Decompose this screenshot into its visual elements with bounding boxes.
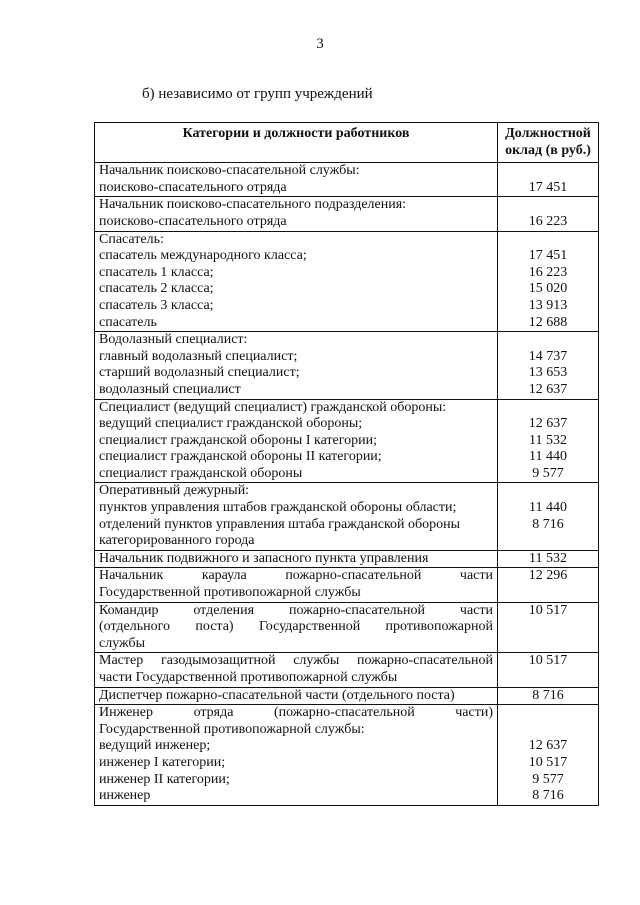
salary-value (502, 232, 594, 249)
table-row (95, 550, 599, 568)
salary-cell (498, 653, 599, 687)
salary-value (502, 670, 594, 687)
header-salary-line1: Должностной (505, 126, 591, 141)
salary-value (502, 722, 594, 739)
category-line: пунктов управления штабов гражданской обороны области; (99, 500, 457, 516)
category-line: Оперативный дежурный: (99, 483, 250, 499)
header-salary-line2: оклад (в руб.) (505, 142, 591, 158)
category-cell (95, 163, 498, 197)
salary-value: 10 517 (528, 754, 568, 770)
table-row (95, 483, 599, 550)
table-row (95, 197, 599, 231)
category-line: отделений пунктов управления штаба гражданской обороны (99, 516, 461, 532)
category-line: Государственной противопожарной службы (99, 585, 361, 601)
salary-value: 13 653 (528, 365, 568, 381)
category-line: категорированного города (99, 533, 255, 549)
salary-value: 8 716 (532, 516, 564, 532)
salary-value: 17 451 (528, 179, 568, 195)
category-line: старший водолазный специалист; (99, 365, 300, 381)
category-line: инженер I категории; (99, 754, 226, 770)
category-line: службы (99, 635, 146, 651)
salary-value (502, 197, 594, 214)
salary-value: 11 440 (529, 449, 567, 465)
salary-cell (498, 231, 599, 332)
category-line: (отдельного поста) Государственной противопожарной (99, 619, 493, 635)
category-line: ведущий инженер; (99, 738, 211, 754)
category-line: специалист гражданской обороны I категории; (99, 432, 378, 448)
category-line: Начальник подвижного и запасного пункта управления (99, 550, 429, 566)
category-line: специалист гражданской обороны II категории; (99, 449, 382, 465)
table-row (95, 163, 599, 197)
table-row (95, 231, 599, 332)
salary-value (502, 533, 594, 550)
salary-value (502, 585, 594, 602)
category-cell (95, 568, 498, 602)
salary-value (502, 619, 594, 636)
table-row (95, 332, 599, 399)
salary-value: 16 223 (528, 264, 568, 280)
salary-value: 8 716 (532, 687, 564, 703)
category-line: инженер II категории; (99, 771, 230, 787)
salary-value: 11 532 (529, 550, 567, 566)
category-line: спасатель (99, 314, 157, 330)
salary-cell (498, 687, 599, 705)
salary-cell (498, 197, 599, 231)
salary-value: 9 577 (532, 465, 564, 481)
salary-value: 12 296 (528, 568, 568, 584)
salary-value (502, 332, 594, 349)
salary-value: 10 517 (528, 653, 568, 669)
category-line: поисково-спасательного отряда (99, 213, 287, 229)
salary-value: 14 737 (528, 348, 568, 364)
salary-value: 13 913 (528, 297, 568, 313)
table-row (95, 602, 599, 653)
category-cell (95, 399, 498, 483)
salary-value: 15 020 (528, 281, 568, 297)
category-line: поисково-спасательного отряда (99, 179, 287, 195)
category-line: Мастер газодымозащитной службы пожарно-спасательной (99, 653, 493, 669)
category-cell (95, 197, 498, 231)
category-line: Водолазный специалист: (99, 332, 248, 348)
category-line: части Государственной противопожарной службы (99, 670, 398, 685)
salary-value (502, 483, 594, 500)
salary-value: 8 716 (532, 788, 564, 804)
category-cell (95, 653, 498, 687)
category-line: ведущий специалист гражданской обороны; (99, 416, 363, 432)
table-row (95, 399, 599, 483)
category-line: Спасатель: (99, 231, 164, 247)
header-salary (498, 123, 599, 163)
category-line: Инженер отряда (пожарно-спасательной части) (99, 705, 493, 721)
salary-value (502, 636, 594, 653)
category-line: инженер (99, 788, 151, 804)
category-cell (95, 550, 498, 568)
salary-cell (498, 602, 599, 653)
category-cell (95, 602, 498, 653)
category-cell (95, 687, 498, 705)
category-line: Начальник караула пожарно-спасательной части (99, 568, 493, 584)
table-row (95, 687, 599, 705)
table-row (95, 568, 599, 602)
category-line: Специалист (ведущий специалист) гражданской обороны: (99, 399, 447, 415)
category-line: специалист гражданской обороны (99, 465, 303, 481)
header-category: Категории и должности работников (95, 123, 498, 163)
category-line: Начальник поисково-спасательной службы: (99, 163, 360, 179)
salary-cell (498, 399, 599, 483)
salary-value: 17 451 (528, 248, 568, 264)
salary-cell (498, 568, 599, 602)
category-line: спасатель международного класса; (99, 248, 307, 264)
salary-value (502, 163, 594, 180)
category-line: Диспетчер пожарно-спасательной части (отдельного поста) (99, 687, 455, 703)
category-cell (95, 231, 498, 332)
salary-value: 11 440 (529, 500, 567, 516)
salary-value: 12 688 (528, 314, 568, 330)
category-line: Государственной противопожарной службы: (99, 721, 365, 737)
table-header-row (95, 123, 599, 163)
salary-cell (498, 332, 599, 399)
table-row (95, 705, 599, 806)
category-line: спасатель 1 класса; (99, 264, 214, 280)
table-row (95, 653, 599, 687)
salary-value: 9 577 (532, 771, 564, 787)
salary-value: 12 637 (528, 381, 568, 397)
salary-value: 10 517 (528, 602, 568, 618)
category-cell (95, 332, 498, 399)
subtitle: б) независимо от групп учреждений (142, 86, 373, 102)
salary-value: 11 532 (529, 432, 567, 448)
salary-cell (498, 705, 599, 806)
salary-value: 12 637 (528, 416, 568, 432)
salary-value (502, 705, 594, 722)
salary-cell (498, 550, 599, 568)
category-cell (95, 705, 498, 806)
category-line: спасатель 2 класса; (99, 281, 214, 297)
salary-value (502, 400, 594, 417)
page-number: 3 (316, 36, 324, 52)
salary-value: 16 223 (528, 213, 568, 229)
category-line: водолазный специалист (99, 381, 241, 397)
salary-value: 12 637 (528, 738, 568, 754)
category-cell (95, 483, 498, 550)
salary-cell (498, 163, 599, 197)
category-line: Начальник поисково-спасательного подразделения: (99, 197, 407, 213)
category-line: главный водолазный специалист; (99, 348, 298, 364)
category-line: Командир отделения пожарно-спасательной части (99, 602, 493, 618)
category-line: спасатель 3 класса; (99, 297, 214, 313)
salary-cell (498, 483, 599, 550)
salary-table (94, 122, 599, 806)
